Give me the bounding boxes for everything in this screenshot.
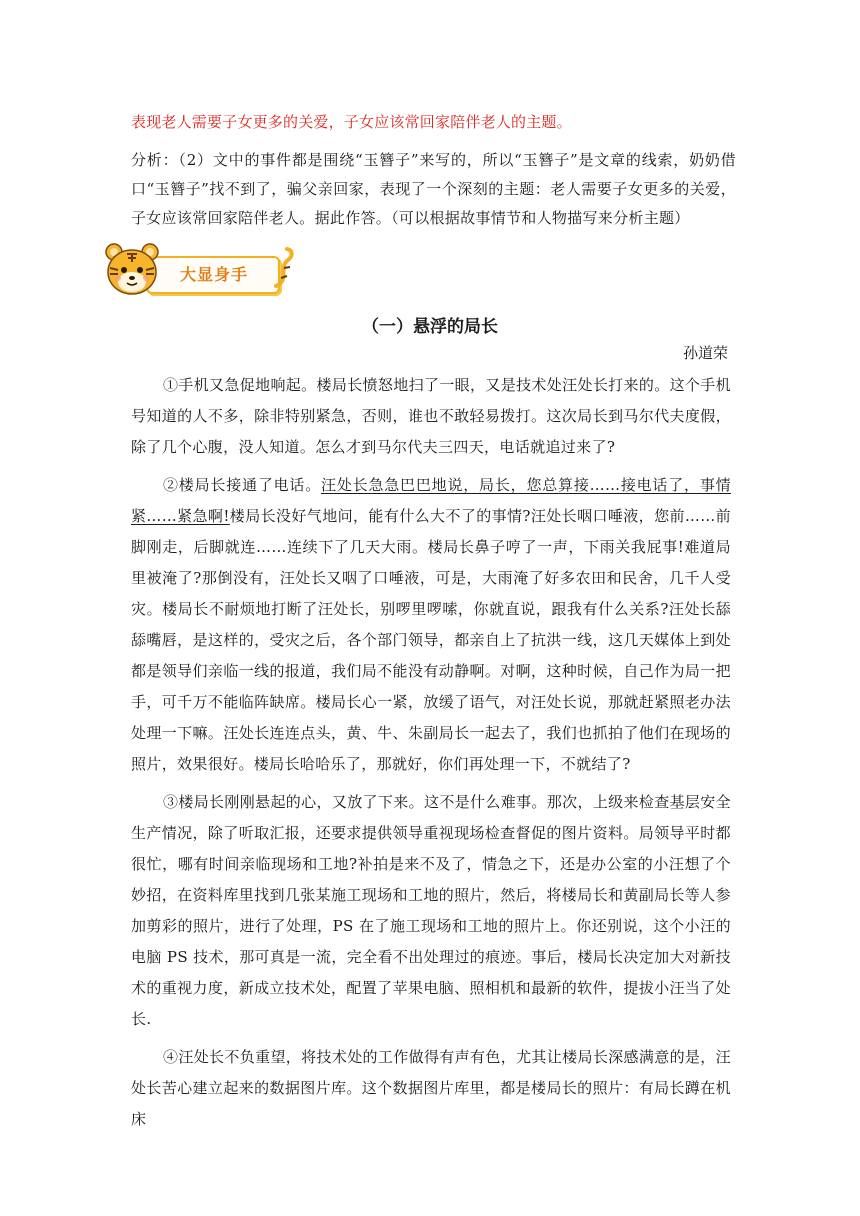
banner-label: 大显身手 (180, 265, 249, 284)
paragraph-3: ③楼局长刚刚悬起的心，又放了下来。这不是什么难事。那次，上级来检查基层安全生产情况，除了听取汇报，还要求提供领导重视现场检查督促的图片资料。局领导平时都很忙，哪有时间亲临现场和工地?补拍是来不及了，情急之下，还是办公室的小汪想了个妙招，在资料库里找到几张某施工现场和工地的照片，然后，将楼局长和黄副局长等人参加剪彩的照片，进行了处理，PS 在了施工现场和工地的照片上。你还别说，这个小汪的电脑 PS 技术，那可真是一流，完全看不出处理过的痕迹。事后，楼局长决定加大对新技术的重视力度，新成立技术处，配置了苹果电脑、照相机和最新的软件，提拔小汪当了处长. (131, 793, 731, 1028)
story-title: （一）悬浮的局长 (362, 317, 498, 337)
paragraph-4: ④汪处长不负重望，将技术处的工作做得有声有色，尤其让楼局长深感满意的是，汪处长苦心建立起来的数据图片库。这个数据图片库里，都是楼局长的照片：有局长蹲在机床 (131, 1048, 731, 1128)
paragraph-2 (131, 470, 731, 780)
tiger-mascot-icon (100, 238, 164, 302)
tiger-tail-icon (272, 246, 298, 290)
underlined-sentence: 汪处长急急巴巴地说，局长，您总算接……接电话了，事情紧……紧急啊! (131, 476, 731, 525)
paragraph-2-start: ②楼局长接通了电话。 (163, 476, 322, 494)
analysis-paragraph: 分析：（2）文中的事件都是围绕“玉簪子”来写的，所以“玉簪子”是文章的线索，奶奶借口“玉簪子”找不到了，骗父亲回家，表现了一个深刻的主题：老人需要子女更多的关爱，子女应该常回家陪伴老人。据此作答。（可以根据故事情节和人物描写来分析主题） (131, 151, 736, 227)
answer-highlight: 表现老人需要子女更多的关爱，子女应该常回家陪伴老人的主题。 (131, 113, 572, 131)
section-banner (100, 238, 300, 304)
story-body (131, 370, 731, 1142)
paragraph-2-rest: 楼局长没好气地问，能有什么大不了的事情?汪处长咽口唾液，您前……前脚刚走，后脚就连……连续下了几天大雨。楼局长鼻子哼了一声，下雨关我屁事!难道局里被淹了?那倒没有，汪处长又咽了口唾液，可是，大雨淹了好多农田和民舍，几千人受灾。楼局长不耐烦地打断了汪处长，别啰里啰嗦，你就直说，跟我有什么关系?汪处长舔舔嘴唇，是这样的，受灾之后，各个部门领导，都亲自上了抗洪一线，这几天媒体上到处都是领导们亲临一线的报道，我们局不能没有动静啊。对啊，这种时候，自己作为局一把手，可千万不能临阵缺席。楼局长心一紧，放缓了语气，对汪处长说，那就赶紧照老办法处理一下嘛。汪处长连连点头，黄、牛、朱副局长一起去了，我们也抓拍了他们在现场的照片，效果很好。楼局长哈哈乐了，那就好，你们再处理一下，不就结了? (131, 507, 731, 773)
story-author: 孙道荣 (682, 344, 728, 362)
paragraph-1: ①手机又急促地响起。楼局长愤怒地扫了一眼，又是技术处汪处长打来的。这个手机号知道的人不多，除非特别紧急，否则，谁也不敢轻易拨打。这次局长到马尔代夫度假，除了几个心腹，没人知道。怎么才到马尔代夫三四天，电话就追过来了? (131, 376, 731, 456)
